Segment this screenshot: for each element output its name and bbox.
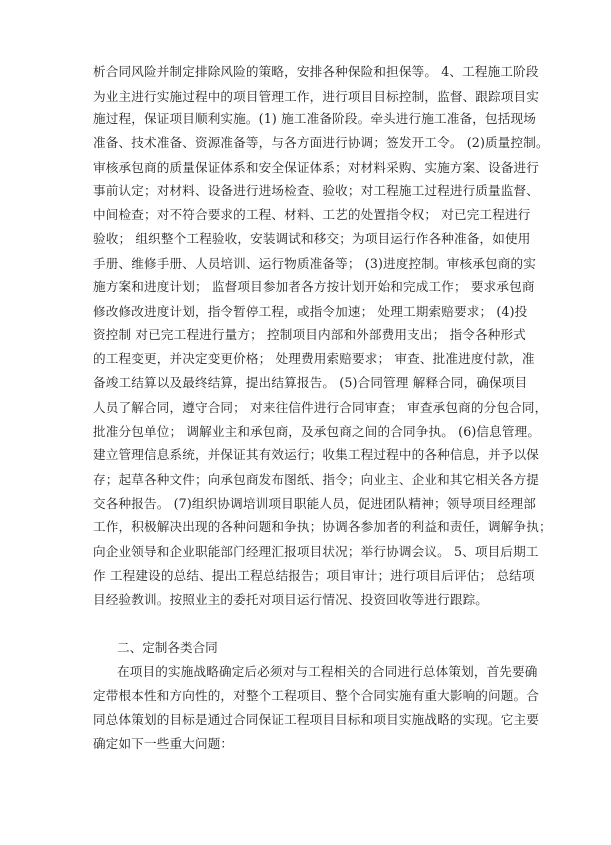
body-line: 向企业领导和企业职能部门经理汇报项目状况；举行协调会议。 5、项目后期工 (93, 544, 539, 559)
body-line: 审核承包商的质量保证体系和安全保证体系；对材料采购、实施方案、设备进行 (93, 160, 540, 175)
body-line: 备竣工结算以及最终结算，提出结算报告。 (5)合同管理 解释合同，确保项目 (93, 375, 528, 390)
body-line: 修改修改进度计划，指令暂停工程，或指令加速； 处理工期索赔要求； (4)投 (93, 304, 528, 319)
body-line: 建立管理信息系统，并保证其有效运行；收集工程过程中的各种信息，并予以保 (93, 447, 540, 462)
body-line: 事前认定；对材料、设备进行进场检查、验收；对工程施工过程进行质量监督、 (93, 183, 540, 198)
section-line: 同总体策划的目标是通过合同保证工程项目目标和项目实施战略的实现。它主要 (93, 712, 540, 727)
body-line: 准备、技术准备、资源准备等，与各方面进行协调；签发开工令。 (2)质量控制。 (93, 135, 549, 150)
body-line: 资控制 对已完工程进行量方； 控制项目内部和外部费用支出； 指令各种形式 (93, 327, 527, 342)
body-line: 施方案和进度计划； 监督项目参加者各方按计划开始和完成工作； 要求承包商 (93, 279, 535, 294)
body-line: 交各种报告。 (7)组织协调培训项目职能人员，促进团队精神；领导项目经理部 (93, 496, 536, 511)
body-line: 批准分包单位； 调解业主和承包商，及承包商之间的合同争执。 (6)信息管理。 (93, 424, 541, 439)
body-line: 手册、维修手册、人员培训、运行物质准备等； (3)进度控制。审核承包商的实 (93, 256, 536, 271)
section-line: 定带根本性和方向性的，对整个工程项目、整个合同实施有重大影响的问题。合 (93, 688, 540, 703)
body-line: 为业主进行实施过程中的项目管理工作，进行项目目标控制，监督、跟踪项目实 (93, 89, 540, 104)
section-line: 确定如下一些重大问题： (93, 736, 234, 751)
body-line: 中间检查；对不符合要求的工程、材料、工艺的处置指令权； 对已完工程进行 (93, 207, 531, 222)
body-line: 析合同风险并制定排除风险的策略，安排各种保险和担保等。 4、工程施工阶段 (93, 64, 539, 79)
body-line: 存；起草各种文件；向承包商发布图纸、指令；向业主、企业和其它相关各方提 (93, 472, 540, 487)
section-heading: 二、定制各类合同 (117, 640, 218, 655)
body-line: 验收； 组织整个工程验收，安装调试和移交；为项目运行作各种准备，如使用 (93, 231, 531, 246)
body-line: 的工程变更，并决定变更价格； 处理费用索赔要求； 审查、批准进度付款，准 (93, 351, 535, 366)
section-line: 在项目的实施战略确定后必须对与工程相关的合同进行总体策划，首先要确 (117, 664, 538, 679)
body-line: 工作，积极解决出现的各种问题和争执；协调各参加者的利益和责任，调解争执； (93, 519, 552, 534)
body-line: 目经验教训。按照业主的委托对项目运行情况、投资回收等进行跟踪。 (93, 592, 489, 607)
body-line: 作 工程建设的总结、提出工程总结报告；项目审计；进行项目后评估； 总结项 (93, 568, 535, 583)
body-line: 人员了解合同，遵守合同； 对来往信件进行合同审查； 审查承包商的分包合同， (93, 400, 548, 415)
body-line: 施过程，保证项目顺利实施。(1) 施工准备阶段。牵头进行施工准备，包括现场 (93, 111, 536, 126)
